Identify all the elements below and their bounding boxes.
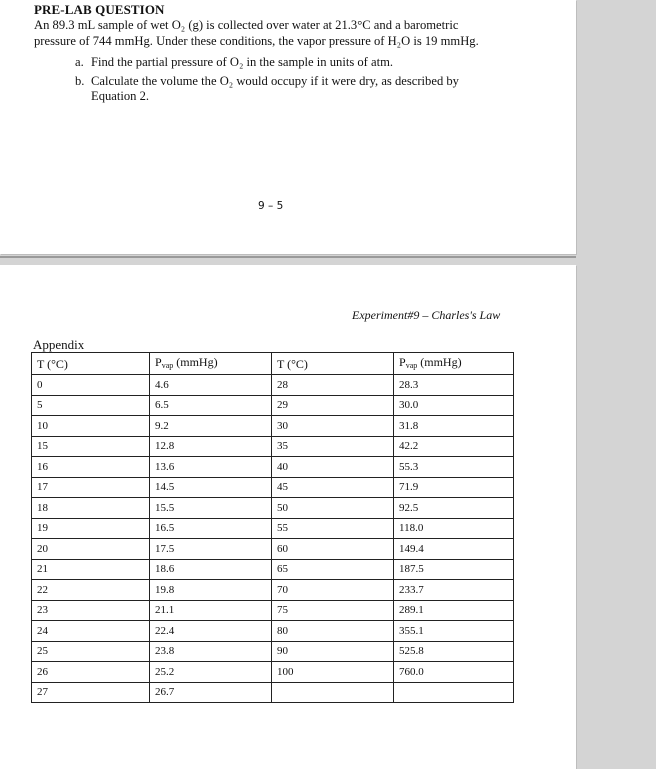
cell-pvap-2: 233.7 — [394, 580, 514, 601]
cell-pvap-1: 13.6 — [150, 457, 272, 478]
cell-pvap-2: 118.0 — [394, 518, 514, 539]
cell-pvap-2: 92.5 — [394, 498, 514, 519]
cell-pvap-2: 149.4 — [394, 539, 514, 560]
part-b-label: b. — [75, 74, 85, 88]
table-row — [32, 436, 514, 457]
header-temp-2: T (°C) — [272, 353, 394, 375]
table-row — [32, 662, 514, 683]
cell-temp-2: 90 — [272, 641, 394, 662]
header-pvap-2 — [394, 353, 514, 375]
cell-temp-1: 26 — [32, 662, 150, 683]
table-header-row — [32, 353, 514, 375]
cell-pvap-1: 17.5 — [150, 539, 272, 560]
part-b-line-2: Equation 2. — [91, 89, 150, 103]
cell-temp-1: 27 — [32, 682, 150, 703]
cell-temp-1: 5 — [32, 395, 150, 416]
cell-temp-1: 10 — [32, 416, 150, 437]
cell-temp-2: 70 — [272, 580, 394, 601]
table-row — [32, 457, 514, 478]
cell-temp-1: 23 — [32, 600, 150, 621]
cell-pvap-1: 18.6 — [150, 559, 272, 580]
table-row — [32, 682, 514, 703]
page-number: 9 – 5 — [258, 200, 284, 212]
table-row — [32, 498, 514, 519]
question-line-2: pressure of 744 mmHg. Under these conditions, the vapor pressure of H₂O is 19 mmHg. — [34, 34, 479, 48]
pvap-sub: vap — [405, 360, 418, 370]
cell-temp-1: 17 — [32, 477, 150, 498]
part-a-text: Find the partial pressure of O₂ in the sample in units of atm. — [91, 55, 394, 69]
table-row — [32, 416, 514, 437]
cell-temp-1: 25 — [32, 641, 150, 662]
cell-pvap-2: 30.0 — [394, 395, 514, 416]
table-row — [32, 600, 514, 621]
cell-pvap-2 — [394, 682, 514, 703]
cell-temp-1: 22 — [32, 580, 150, 601]
cell-temp-2: 40 — [272, 457, 394, 478]
cell-pvap-2: 55.3 — [394, 457, 514, 478]
cell-pvap-2: 289.1 — [394, 600, 514, 621]
table-row — [32, 641, 514, 662]
table-row — [32, 621, 514, 642]
cell-pvap-1: 22.4 — [150, 621, 272, 642]
table-row — [32, 395, 514, 416]
cell-pvap-2: 355.1 — [394, 621, 514, 642]
document-page-2 — [0, 265, 576, 769]
cell-pvap-1: 12.8 — [150, 436, 272, 457]
cell-temp-2: 35 — [272, 436, 394, 457]
cell-pvap-1: 21.1 — [150, 600, 272, 621]
cell-pvap-2: 42.2 — [394, 436, 514, 457]
cell-pvap-2: 760.0 — [394, 662, 514, 683]
question-part-a — [75, 55, 531, 70]
pvap-p: P — [399, 354, 406, 369]
part-b-line-1: Calculate the volume the O₂ would occupy if it were dry, as described by — [91, 74, 459, 88]
cell-pvap-2: 28.3 — [394, 375, 514, 396]
pvap-sub: vap — [161, 360, 174, 370]
question-line-1: An 89.3 mL sample of wet O₂ (g) is collected over water at 21.3°C and a barometric — [34, 18, 459, 32]
cell-temp-2: 45 — [272, 477, 394, 498]
cell-pvap-1: 25.2 — [150, 662, 272, 683]
cell-temp-1: 0 — [32, 375, 150, 396]
cell-temp-2: 100 — [272, 662, 394, 683]
vapor-pressure-table — [31, 352, 514, 703]
pvap-p: P — [155, 354, 162, 369]
cell-temp-2: 30 — [272, 416, 394, 437]
prelab-title: PRE-LAB QUESTION — [34, 2, 165, 17]
cell-temp-1: 15 — [32, 436, 150, 457]
cell-pvap-1: 15.5 — [150, 498, 272, 519]
cell-temp-2: 50 — [272, 498, 394, 519]
cell-pvap-2: 187.5 — [394, 559, 514, 580]
pvap-unit: (mmHg) — [173, 354, 218, 369]
appendix-label: Appendix — [33, 337, 85, 352]
document-page-1 — [0, 0, 576, 254]
cell-pvap-1: 16.5 — [150, 518, 272, 539]
cell-pvap-1: 9.2 — [150, 416, 272, 437]
table-row — [32, 477, 514, 498]
table-row — [32, 580, 514, 601]
part-a-label: a. — [75, 55, 84, 69]
cell-temp-1: 20 — [32, 539, 150, 560]
header-temp-1: T (°C) — [32, 353, 150, 375]
cell-temp-2: 80 — [272, 621, 394, 642]
cell-temp-2: 55 — [272, 518, 394, 539]
cell-temp-1: 21 — [32, 559, 150, 580]
header-pvap-1 — [150, 353, 272, 375]
cell-temp-2: 60 — [272, 539, 394, 560]
cell-pvap-2: 525.8 — [394, 641, 514, 662]
cell-temp-2 — [272, 682, 394, 703]
cell-temp-1: 19 — [32, 518, 150, 539]
table-row — [32, 518, 514, 539]
cell-pvap-1: 26.7 — [150, 682, 272, 703]
cell-temp-2: 29 — [272, 395, 394, 416]
cell-temp-2: 65 — [272, 559, 394, 580]
cell-temp-1: 18 — [32, 498, 150, 519]
cell-pvap-2: 31.8 — [394, 416, 514, 437]
cell-pvap-1: 19.8 — [150, 580, 272, 601]
cell-temp-1: 24 — [32, 621, 150, 642]
cell-pvap-1: 14.5 — [150, 477, 272, 498]
cell-pvap-1: 6.5 — [150, 395, 272, 416]
cell-pvap-1: 23.8 — [150, 641, 272, 662]
question-part-b — [75, 74, 531, 104]
table-row — [32, 375, 514, 396]
pvap-unit: (mmHg) — [417, 354, 462, 369]
cell-pvap-2: 71.9 — [394, 477, 514, 498]
cell-pvap-1: 4.6 — [150, 375, 272, 396]
table-row — [32, 559, 514, 580]
table-row — [32, 539, 514, 560]
cell-temp-2: 75 — [272, 600, 394, 621]
page-separator — [0, 256, 576, 258]
prelab-question-text — [34, 17, 554, 49]
cell-temp-2: 28 — [272, 375, 394, 396]
cell-temp-1: 16 — [32, 457, 150, 478]
experiment-header: Experiment#9 – Charles's Law — [352, 308, 501, 322]
